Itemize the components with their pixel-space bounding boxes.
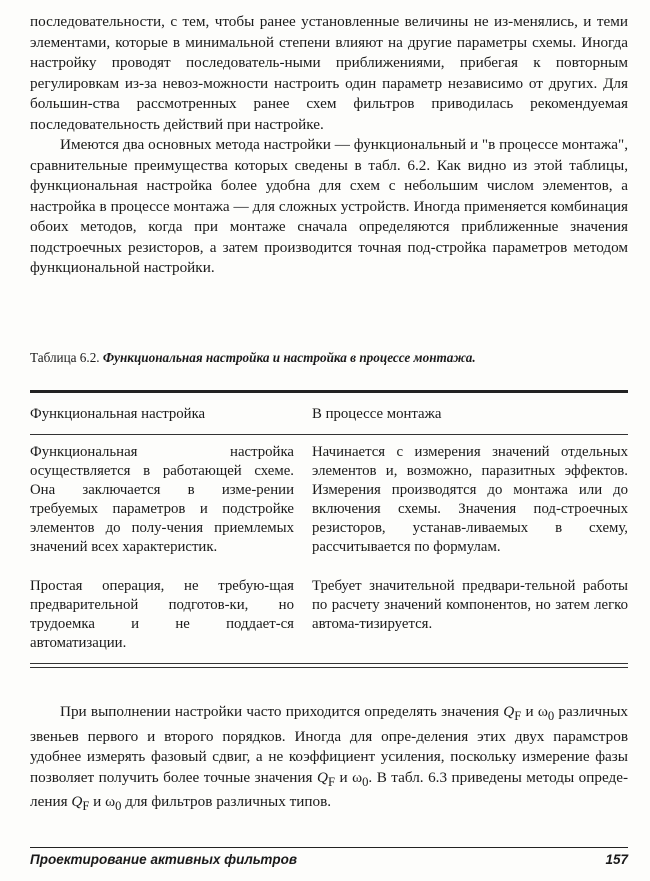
- symbol-omega-sub: 0: [115, 799, 122, 814]
- page-number: 157: [605, 852, 628, 867]
- symbol-q-sub: F: [514, 709, 522, 724]
- symbol-omega-letter: ω: [537, 703, 548, 720]
- paragraph-2: Имеются два основных метода настройки — функциональный и "в процессе монтажа", сравнительные преимущества которых сведены в табл. 6.2. Как видно из этой таблицы, функциональная настройка более удобна для схем с небольшим числом элементов, а настройка в процессе монтажа — для сложных устройств. Иногда применяется комбинация обоих методов, когда при монтаже сначала определяются приближенные значения подстроечных резисторов, а затем производится точная под-стройка параметров методом функциональной настройки.: [30, 136, 628, 276]
- text-fragment: При выполнении настройки часто приходится определять значения: [60, 703, 499, 720]
- table-header-functional: Функциональная настройка: [30, 406, 206, 422]
- symbol-q: [71, 793, 82, 810]
- text-fragment: и: [525, 703, 534, 720]
- table-header-assembly: В процессе монтажа: [312, 406, 442, 422]
- table-caption: [30, 350, 628, 366]
- table-caption-label: Таблица 6.2.: [30, 350, 100, 365]
- table-cell: Простая операция, не требую-щая предварительной подготов-ки, но трудоемка и не поддает-ся автоматизации.: [30, 578, 294, 651]
- symbol-omega: [537, 703, 555, 724]
- symbol-q-letter: Q: [316, 768, 328, 786]
- table-cell: Функциональная настройка осуществляется в работающей схеме. Она заключается в изме-рении требуемых параметров и подстройке элементов до полу-чения приемлемых значений всех характеристик.: [30, 444, 294, 555]
- text-fragment: и: [93, 793, 102, 811]
- symbol-q: [503, 703, 514, 720]
- symbol-omega-sub: 0: [547, 709, 555, 724]
- table-row: [30, 577, 628, 663]
- running-title: Проектирование активных фильтров: [30, 852, 298, 867]
- symbol-omega-letter: ω: [352, 768, 363, 786]
- symbol-q-sub: F: [327, 774, 335, 789]
- paragraph-1: последовательности, с тем, чтобы ранее установленные величины не из-менялись, и теми элементами, которые в минимальной степени влияют на другие параметры схемы. Иногда настройку проводят последователь-ными приближениями, прибегая к повторным регулировкам из-за невоз-можности настроить один параметр независимо от других. Для большин-ства рассмотренных ранее схем фильтров приводилась рекомендуемая последовательность действий при настройке.: [30, 13, 628, 133]
- table-caption-title: Функциональная настройка и настройка в процессе монтажа.: [102, 350, 476, 365]
- symbol-omega-sub: 0: [362, 774, 369, 789]
- table-cell: Начинается с измерения значений отдельных элементов и, возможно, паразитных эффектов. Измерения производятся до монтажа или до включения схемы. Значения под-строечных резисторов, устанав-ливаемых в схему, рассчитывается по формулам.: [312, 444, 628, 555]
- text-fragment: . В табл. 6.3 приведены методы опреде-ления: [30, 768, 629, 811]
- table-row: [30, 435, 628, 577]
- symbol-q-letter: Q: [503, 703, 515, 720]
- text-fragment: и: [339, 768, 348, 786]
- table-bottom-rule-2: [30, 667, 628, 668]
- symbol-omega: [352, 768, 369, 789]
- symbol-omega: [105, 793, 122, 814]
- page-footer: [30, 847, 628, 867]
- symbol-q-sub: F: [82, 799, 90, 814]
- symbol-q: [317, 769, 328, 786]
- comparison-table: [30, 390, 628, 668]
- text-fragment: различных звеньев первого и второго порядков. Иногда для опре-деления этих двух парамстров удобнее измерять фазовый сдвиг, а не коэффициент усиления, поскольку измерение фазы позволяет получить более точные значения: [30, 703, 629, 786]
- symbol-q-letter: Q: [71, 793, 83, 811]
- text-fragment: для фильтров различных типов.: [125, 793, 332, 811]
- table-cell: Требует значительной предвари-тельной работы по расчету значений компонентов, но затем легко автома-тизируется.: [312, 578, 628, 632]
- paragraph-3: [30, 702, 628, 817]
- document-page: [30, 12, 629, 867]
- table-bottom-rule: [30, 663, 628, 664]
- symbol-omega-letter: ω: [105, 793, 116, 811]
- table-header-row: [30, 393, 628, 434]
